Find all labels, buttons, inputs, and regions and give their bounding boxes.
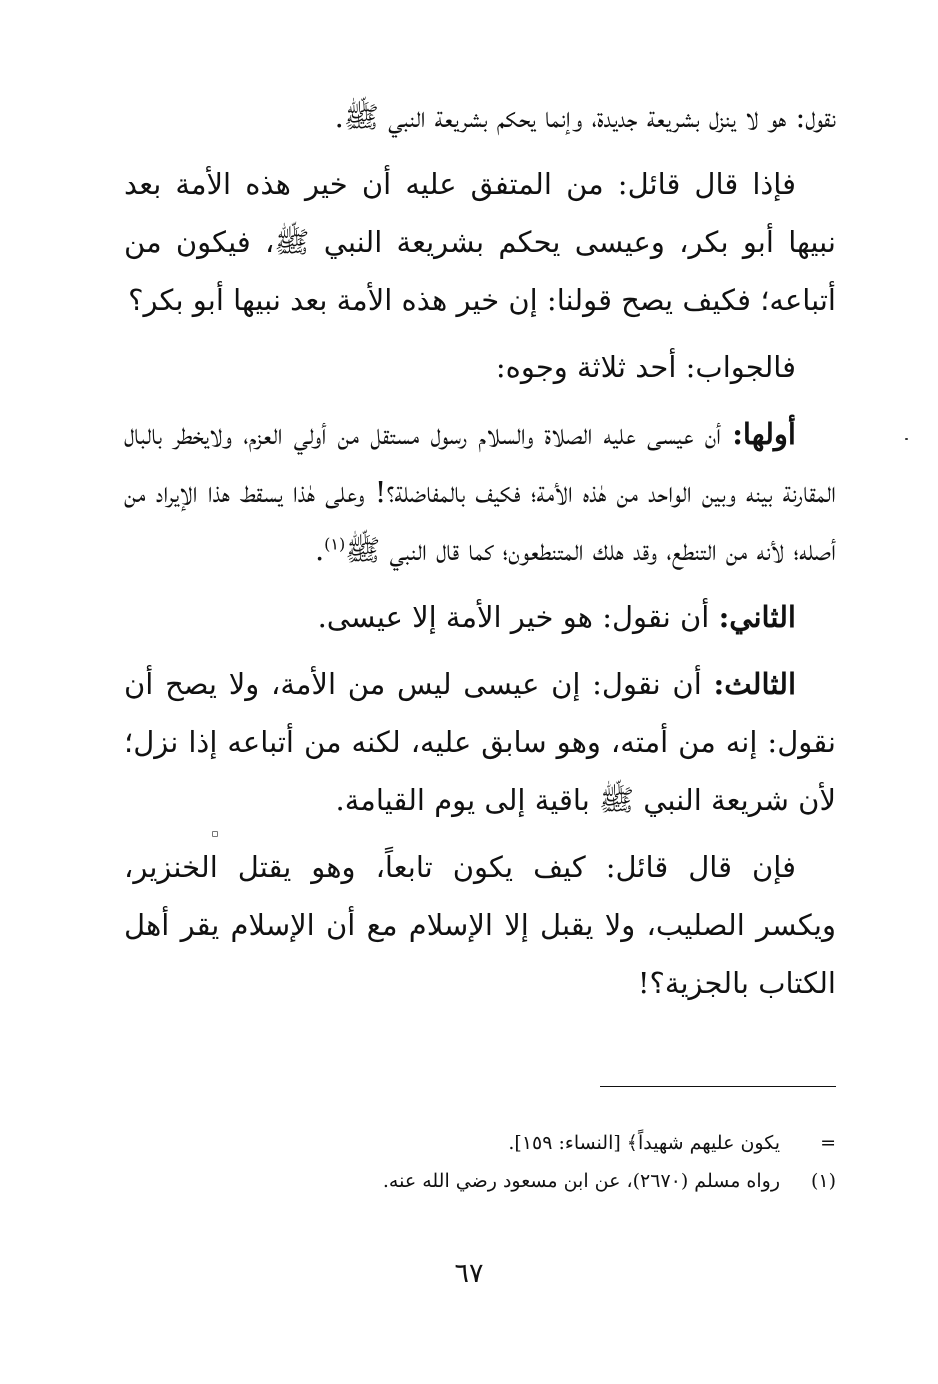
paragraph-3-text: فالجواب: أحد ثلاثة وجوه: (495, 350, 796, 384)
main-text (124, 88, 836, 1021)
paragraph-6-text: أن نقول: إن عيسى ليس من الأمة، ولا يصح أن نقول: إنه من أمته، وهو سابق عليه، لكنه من أتباعه إذا نزل؛ لأن شريعة النبي ﷺ باقية إلى يوم القيامة. (124, 667, 836, 817)
footnote-text: رواه مسلم (٢٦٧٠)، عن ابن مسعود رضي الله عنه. (382, 1170, 780, 1192)
paragraph-2-text: فإذا قال قائل: من المتفق عليه أن خير هذه الأمة بعد نبيها أبو بكر، وعيسى يحكم بشريعة النبي ﷺ، فيكون من أتباعه؛ فكيف يصح قولنا: إن خير هذه الأمة بعد نبيها أبو بكر؟ (124, 167, 836, 317)
paragraph-7 (124, 838, 836, 1012)
footnote-divider (600, 1086, 836, 1087)
paragraph-4-tail: . (314, 533, 325, 567)
footnotes-section (124, 1124, 836, 1200)
paragraph-3 (124, 338, 836, 396)
paragraph-4-text: أن عيسى عليه الصلاة والسلام رسول مستقل من أولي العزم، ولايخطر بالبال المقارنة بينه وبين الواحد من هٰذه الأمة؛ فكيف بالمفاضلة؟! وعلى هٰذا يسقط هذا الإيراد من أصله؛ لأنه من التنطع، وقد هلك المتنطعون؛ كما قال النبي ﷺ (124, 417, 836, 567)
paragraph-5-text: أن نقول: هو خير الأمة إلا عيسى. (317, 600, 719, 634)
footnote-marker: = (820, 1132, 836, 1154)
scan-speck (212, 831, 218, 837)
paragraph-6 (124, 655, 836, 829)
scan-speck (905, 438, 908, 440)
footnote-1 (124, 1162, 836, 1200)
paragraph-6-lead: الثالث: (713, 667, 796, 701)
paragraph-5 (124, 588, 836, 646)
footnote-text: يكون عليهم شهيداً﴾ [النساء: ١٥٩]. (508, 1132, 780, 1154)
footnote-marker: (١) (810, 1170, 836, 1192)
paragraph-5-lead: الثاني: (718, 600, 796, 634)
paragraph-4 (124, 405, 836, 579)
footnote-reference-1[interactable]: (١) (324, 534, 346, 554)
footnote-continuation (124, 1124, 836, 1162)
paragraph-4-lead: أولها: (732, 417, 796, 451)
paragraph-2 (124, 155, 836, 329)
page-number: ٦٧ (454, 1258, 484, 1289)
paragraph-1-text: نقول: هو لا ينزل بشريعة جديدة، وإنما يحكم بشريعة النبي ﷺ. (334, 100, 836, 134)
paragraph-7-text: فإن قال قائل: كيف يكون تابعاً، وهو يقتل الخنزير، ويكسر الصليب، ولا يقبل إلا الإسلام مع أن الإسلام يقر أهل الكتاب بالجزية؟! (124, 850, 836, 1000)
paragraph-1 (124, 88, 836, 146)
